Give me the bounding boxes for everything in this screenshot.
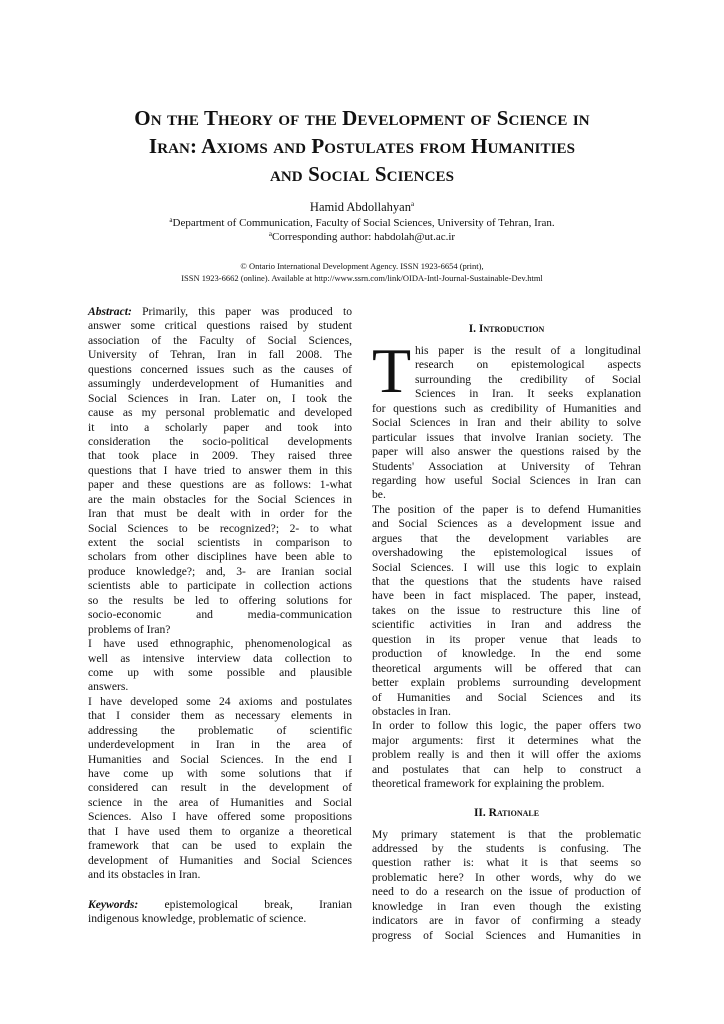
abstract-line: University of Tehran, Iran in fall 2008. The <box>88 348 352 362</box>
intro-line: that the questions that the students have raised <box>372 575 641 588</box>
rationale-line: knowledge in Iran even though the existing <box>372 899 641 913</box>
intro-line: and Social Sciences as a development issue and <box>372 517 641 531</box>
intro-line: Social Sciences in Iran and their ability to solve <box>372 416 641 430</box>
corresponding-author <box>0 230 724 244</box>
copyright-line: © Ontario International Development Agency. ISSN 1923-6654 (print), <box>240 261 484 271</box>
introduction-body <box>372 402 641 792</box>
rationale-line: My primary statement is that the problematic <box>372 827 641 841</box>
rationale-line: addressed by the students is confusing. The <box>372 842 641 855</box>
abstract-line: association of the Faculty of Social Sciences, <box>88 333 352 347</box>
abstract-line: answers. <box>88 680 129 694</box>
abstract-line: extent the social scientists in comparison to <box>88 536 352 549</box>
right-column <box>372 322 641 943</box>
abstract-line: that I have used them to organize a theoretical <box>88 824 352 838</box>
keywords-label: Keywords: <box>88 897 139 911</box>
intro-line: The position of the paper is to defend Humanities <box>372 502 641 516</box>
affiliation-text: Department of Communication, Faculty of Social Sciences, University of Tehran, Iran. <box>172 217 555 229</box>
abstract-line: come up with some possible and plausible <box>88 665 352 679</box>
abstract-line: and its obstacles in Iran. <box>88 868 201 882</box>
abstract-line: Social Sciences in Iran. Later on, I took the <box>88 391 352 405</box>
abstract-line: questions concerned issues such as the causes of <box>88 362 352 376</box>
left-column <box>88 305 352 926</box>
keywords <box>88 898 352 927</box>
abstract-line: that I consider them as necessary elements in <box>88 709 352 723</box>
abstract-line: scholars from other disciplines have been able to <box>88 550 352 564</box>
abstract-line: so the results be led to offering solutions for <box>88 593 352 607</box>
abstract-line: cause as my personal problematic and developed <box>88 406 352 420</box>
rationale-line: problematic here? In other words, why do we <box>372 870 641 884</box>
intro-line: paper will also answer the questions raised by the <box>372 445 641 459</box>
abstract-line: consideration the socio-political developments <box>88 434 352 448</box>
intro-line: problem really is and then it will offer the axioms <box>372 748 641 762</box>
abstract-line: development of Humanities and Social Sciences <box>88 853 352 867</box>
author-mark: a <box>410 200 415 208</box>
abstract-line: underdevelopment in Iran in the area of <box>88 738 352 752</box>
abstract-line: problems of Iran? <box>88 622 171 636</box>
intro-line: be. <box>372 488 386 502</box>
abstract-line: that took place in 2009. They raised three <box>88 449 352 463</box>
rationale-body <box>372 828 641 944</box>
intro-line: major arguments: first it determines what the <box>372 733 641 747</box>
abstract-line: Sciences. Also I have offered some propositions <box>88 810 352 824</box>
copyright-line: ISSN 1923-6662 (online). Available at http://www.ssrn.com/link/OIDA-Intl-Journal-Sustainable-Dev.html <box>181 272 543 283</box>
intro-line: his paper is the result of a longitudinal <box>415 344 641 357</box>
abstract-line: it into a scholarly paper and took into <box>88 420 352 434</box>
keywords-line: indigenous knowledge, problematic of science. <box>88 911 307 925</box>
affiliation-mark: a <box>169 216 173 224</box>
intro-line: Students' Association at University of Tehran <box>372 459 641 473</box>
intro-line: for questions such as credibility of Humanities and <box>372 401 641 415</box>
abstract-line: I have used ethnographic, phenomenological as <box>88 637 352 651</box>
intro-line: Social Sciences. I will use this logic to explain <box>372 560 641 574</box>
author-text: Hamid Abdollahyan <box>309 200 411 214</box>
abstract-line: answer some critical questions raised by student <box>88 319 352 333</box>
intro-line: theoretical arguments will be offered that can <box>372 661 641 675</box>
abstract-line: have come up with some solutions that if <box>88 767 352 780</box>
intro-line: regarding how useful Social Sciences in Iran can <box>372 473 641 487</box>
abstract-line: Abstract: Primarily, this paper was produced to <box>88 305 352 318</box>
dropcap-letter: T <box>372 335 412 406</box>
paper-title <box>80 104 644 188</box>
introduction-dropcap-block <box>372 335 641 406</box>
section-heading-rationale: II. Rationale <box>473 806 540 819</box>
intro-line: scientific activities in Iran and address the <box>372 618 641 632</box>
abstract-line: assumingly underdevelopment of Humanities and <box>88 377 352 391</box>
intro-line: research on epistemological aspects <box>415 358 641 372</box>
intro-line: question in its proper venue that leads to <box>372 632 641 646</box>
abstract-line: Humanities and Social Sciences. In the end I <box>88 752 352 766</box>
rationale-line: progress of Social Sciences and Humanities in <box>372 928 641 942</box>
abstract-line: I have developed some 24 axioms and postulates <box>88 694 352 708</box>
abstract <box>88 305 352 883</box>
abstract-line: paper and these questions are as follows: 1-what <box>88 478 352 492</box>
abstract-line: science in the area of Humanities and Social <box>88 795 352 809</box>
section-heading-introduction: I. Introduction <box>468 323 545 335</box>
abstract-line: well as intensive interview data collection to <box>88 651 352 665</box>
abstract-line: socio-economic and media-communication <box>88 608 352 622</box>
intro-line: takes on the issue to restructure this line of <box>372 603 641 617</box>
copyright-notice <box>0 261 724 284</box>
abstract-line: framework that can be used to explain the <box>88 839 352 853</box>
affiliation <box>0 216 724 230</box>
abstract-line: Iran that must be dealt with in order for the <box>88 507 352 521</box>
abstract-line: Social Sciences to be recognized?; 2- to what <box>88 521 352 535</box>
abstract-line: addressing the problematic of scientific <box>88 723 352 737</box>
keywords-line: Keywords: epistemological break, Iranian <box>88 897 352 911</box>
abstract-line: questions that I have tried to answer them in this <box>88 463 352 477</box>
title-line: and Social Sciences <box>269 162 455 186</box>
title-line: Iran: Axioms and Postulates from Humanities <box>148 134 576 158</box>
intro-line: surrounding the credibility of Social <box>415 372 641 386</box>
abstract-line: are the main obstacles for the Social Sciences in <box>88 492 352 506</box>
intro-line: have been in fact misplaced. The paper, instead, <box>372 589 641 603</box>
author-name <box>0 200 724 215</box>
abstract-line: considered can result in the development of <box>88 781 352 795</box>
intro-line: of Humanities and Social Sciences and its <box>372 690 641 704</box>
intro-line: particular issues that involve Iranian society. The <box>372 430 641 444</box>
spacer <box>372 792 641 806</box>
intro-line: better explain problems surrounding development <box>372 676 641 690</box>
intro-line: and postulates that can help to construct a <box>372 762 641 776</box>
intro-line: In order to follow this logic, the paper offers two <box>372 719 641 733</box>
title-line: On the Theory of the Development of Science in <box>134 106 590 130</box>
intro-line: theoretical framework for explaining the problem. <box>372 777 605 791</box>
intro-line: obstacles in Iran. <box>372 704 451 718</box>
corresponding-text: Corresponding author: habdolah@ut.ac.ir <box>272 231 456 243</box>
abstract-line: produce knowledge?; and, 3- are Iranian social <box>88 564 352 578</box>
intro-line: production of knowledge. In the end some <box>372 647 641 661</box>
corresponding-mark: a <box>268 230 273 238</box>
intro-line: Sciences in Iran. It seeks explanation <box>415 387 641 401</box>
rationale-line: question rather is: what it is that seems so <box>372 856 641 870</box>
abstract-line: scientists able to participate in collection actions <box>88 579 352 593</box>
intro-line: argues that the development variables are <box>372 531 641 545</box>
intro-line: overshadowing the epistemological issues of <box>372 546 641 560</box>
spacer <box>88 883 352 898</box>
rationale-line: indicators are in favor of confirming a steady <box>372 914 641 928</box>
rationale-line: need to do a research on the issue of production of <box>372 885 641 899</box>
abstract-label: Abstract: <box>88 305 132 318</box>
